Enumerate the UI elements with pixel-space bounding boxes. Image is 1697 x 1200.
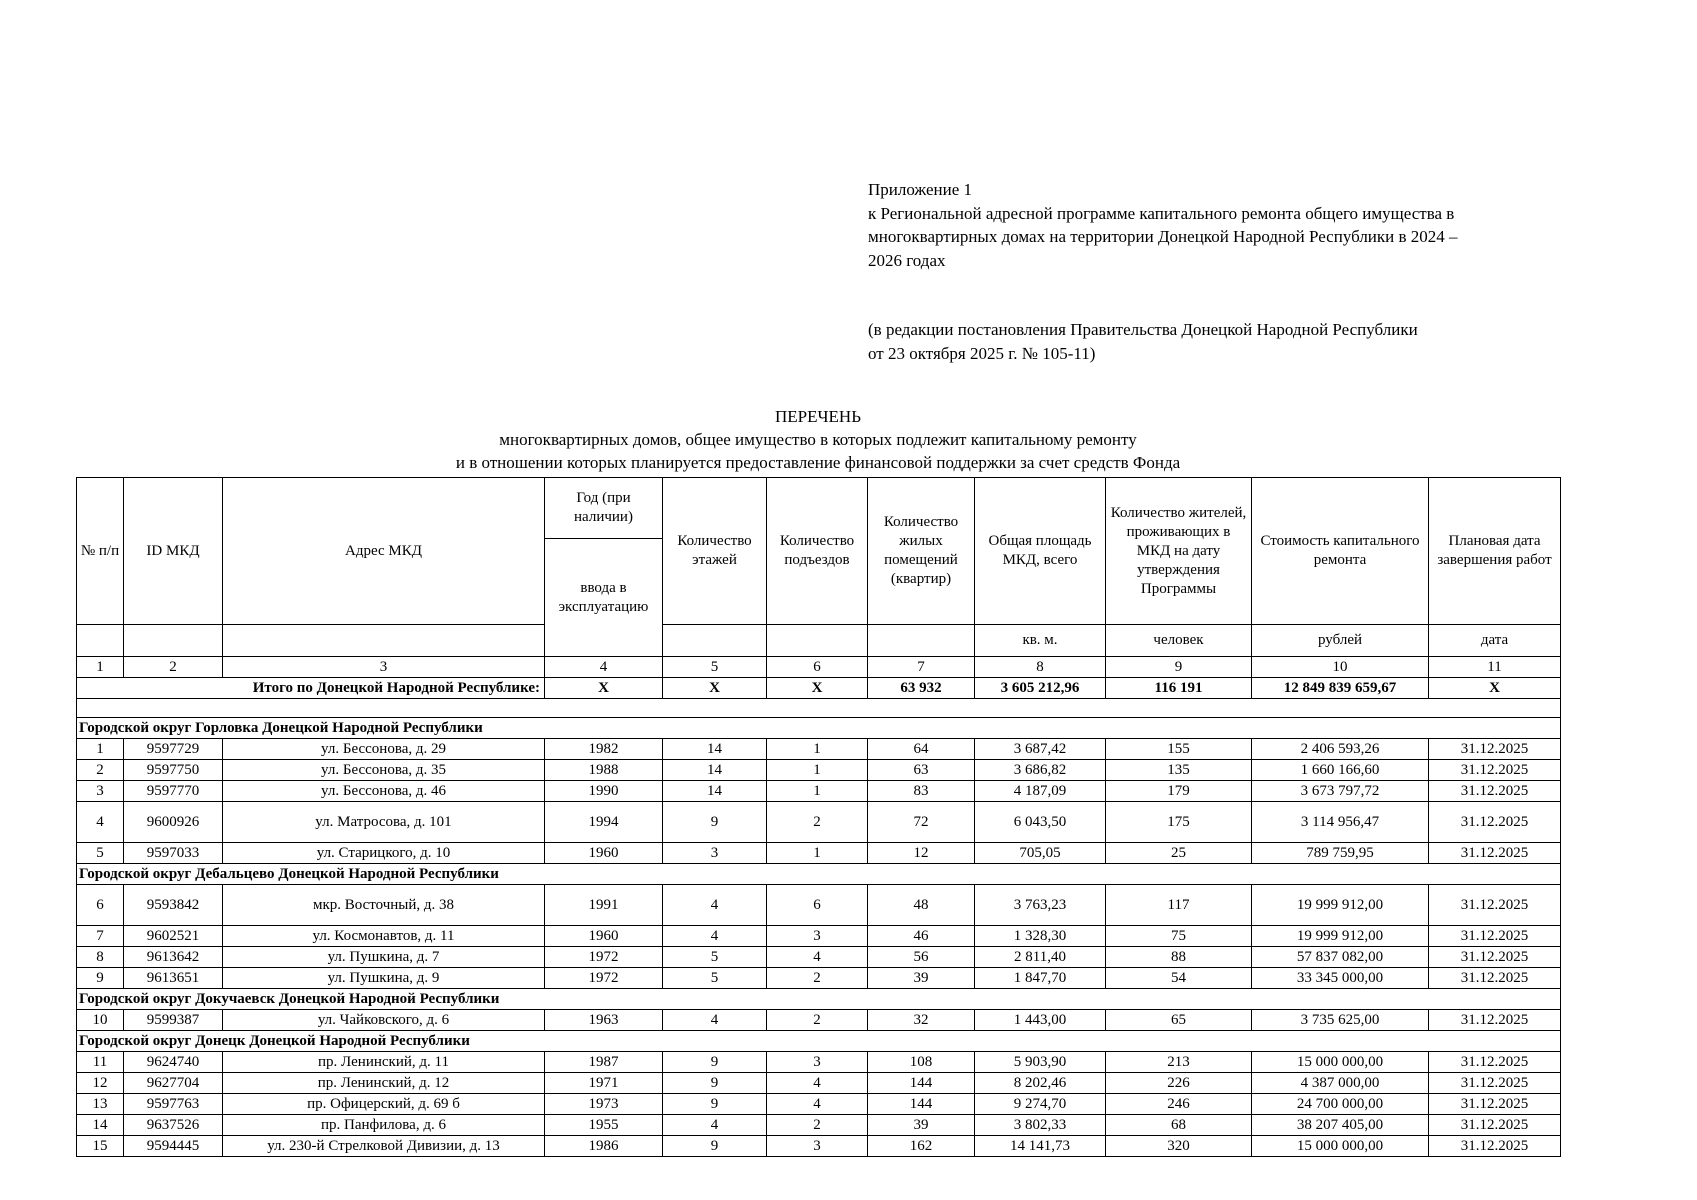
row-id: 9624740 — [124, 1052, 223, 1073]
column-number: 11 — [1429, 657, 1561, 678]
row-year: 1990 — [545, 781, 663, 802]
header-num: № п/п — [77, 478, 124, 625]
column-number: 9 — [1106, 657, 1252, 678]
row-id: 9594445 — [124, 1136, 223, 1157]
row-residents: 117 — [1106, 885, 1252, 926]
row-year: 1960 — [545, 926, 663, 947]
row-id: 9613651 — [124, 968, 223, 989]
header-area: Общая площадь МКД, всего — [975, 478, 1106, 625]
row-entrances: 1 — [767, 739, 868, 760]
row-cost: 15 000 000,00 — [1252, 1136, 1429, 1157]
row-entrances: 1 — [767, 843, 868, 864]
total-label: Итого по Донецкой Народной Республике: — [77, 678, 545, 699]
row-apartments: 64 — [868, 739, 975, 760]
row-residents: 320 — [1106, 1136, 1252, 1157]
row-id: 9627704 — [124, 1073, 223, 1094]
document-heading — [76, 405, 1560, 474]
row-apartments: 144 — [868, 1073, 975, 1094]
column-number: 8 — [975, 657, 1106, 678]
header-year-bottom: ввода в эксплуатацию — [545, 539, 663, 657]
row-id: 9597763 — [124, 1094, 223, 1115]
row-address: ул. Пушкина, д. 9 — [223, 968, 545, 989]
row-area: 9 274,70 — [975, 1094, 1106, 1115]
row-cost: 3 673 797,72 — [1252, 781, 1429, 802]
row-area: 8 202,46 — [975, 1073, 1106, 1094]
row-area: 6 043,50 — [975, 802, 1106, 843]
appendix-line: 2026 годах — [868, 250, 946, 270]
unit-date: дата — [1429, 625, 1561, 657]
row-floors: 5 — [663, 947, 767, 968]
group-row — [77, 718, 1561, 739]
total-area: 3 605 212,96 — [975, 678, 1106, 699]
row-floors: 14 — [663, 739, 767, 760]
header-blank — [868, 625, 975, 657]
header-cost: Стоимость капитального ремонта — [1252, 478, 1429, 625]
row-floors: 9 — [663, 1052, 767, 1073]
row-num: 11 — [77, 1052, 124, 1073]
row-residents: 54 — [1106, 968, 1252, 989]
row-floors: 14 — [663, 760, 767, 781]
row-id: 9637526 — [124, 1115, 223, 1136]
total-cost: 12 849 839 659,67 — [1252, 678, 1429, 699]
row-date: 31.12.2025 — [1429, 885, 1561, 926]
row-year: 1955 — [545, 1115, 663, 1136]
row-id: 9602521 — [124, 926, 223, 947]
header-year-top: Год (при наличии) — [545, 478, 663, 539]
row-cost: 1 660 166,60 — [1252, 760, 1429, 781]
row-cost: 38 207 405,00 — [1252, 1115, 1429, 1136]
total-apartments: 63 932 — [868, 678, 975, 699]
row-residents: 213 — [1106, 1052, 1252, 1073]
row-floors: 3 — [663, 843, 767, 864]
row-entrances: 2 — [767, 1115, 868, 1136]
row-address: мкр. Восточный, д. 38 — [223, 885, 545, 926]
row-area: 3 687,42 — [975, 739, 1106, 760]
header-blank — [77, 625, 124, 657]
table-row — [77, 1073, 1561, 1094]
row-address: ул. Бессонова, д. 29 — [223, 739, 545, 760]
unit-residents: человек — [1106, 625, 1252, 657]
row-entrances: 2 — [767, 1010, 868, 1031]
group-row — [77, 864, 1561, 885]
table-row — [77, 947, 1561, 968]
row-residents: 155 — [1106, 739, 1252, 760]
row-residents: 175 — [1106, 802, 1252, 843]
row-cost: 3 114 956,47 — [1252, 802, 1429, 843]
row-cost: 3 735 625,00 — [1252, 1010, 1429, 1031]
row-year: 1973 — [545, 1094, 663, 1115]
row-year: 1972 — [545, 947, 663, 968]
buildings-table — [76, 477, 1561, 1157]
row-id: 9597770 — [124, 781, 223, 802]
row-num: 8 — [77, 947, 124, 968]
row-date: 31.12.2025 — [1429, 781, 1561, 802]
row-year: 1971 — [545, 1073, 663, 1094]
row-id: 9599387 — [124, 1010, 223, 1031]
row-area: 705,05 — [975, 843, 1106, 864]
heading-line: многоквартирных домов, общее имущество в которых подлежит капитальному ремонту — [499, 430, 1137, 449]
header-residents: Количество жителей, проживающих в МКД на дату утверждения Программы — [1106, 478, 1252, 625]
row-entrances: 3 — [767, 1052, 868, 1073]
column-number: 3 — [223, 657, 545, 678]
table-row — [77, 1094, 1561, 1115]
edition-line: от 23 октября 2025 г. № 105-11) — [868, 343, 1096, 363]
row-apartments: 48 — [868, 885, 975, 926]
row-address: пр. Ленинский, д. 12 — [223, 1073, 545, 1094]
table-row — [77, 1010, 1561, 1031]
row-num: 1 — [77, 739, 124, 760]
spacer-row — [77, 699, 1561, 718]
row-address: ул. Бессонова, д. 35 — [223, 760, 545, 781]
row-address: пр. Панфилова, д. 6 — [223, 1115, 545, 1136]
row-apartments: 46 — [868, 926, 975, 947]
header-entrances: Количество подъездов — [767, 478, 868, 625]
row-floors: 9 — [663, 1073, 767, 1094]
row-cost: 57 837 082,00 — [1252, 947, 1429, 968]
heading-line: и в отношении которых планируется предоставление финансовой поддержки за счет средств Фонда — [455, 453, 1181, 472]
row-floors: 4 — [663, 926, 767, 947]
row-apartments: 162 — [868, 1136, 975, 1157]
row-address: ул. Пушкина, д. 7 — [223, 947, 545, 968]
row-cost: 19 999 912,00 — [1252, 885, 1429, 926]
group-name: Городской округ Дебальцево Донецкой Народной Республики — [77, 864, 1561, 885]
row-area: 3 686,82 — [975, 760, 1106, 781]
row-year: 1982 — [545, 739, 663, 760]
row-id: 9597033 — [124, 843, 223, 864]
row-area: 2 811,40 — [975, 947, 1106, 968]
row-address: ул. Матросова, д. 101 — [223, 802, 545, 843]
row-date: 31.12.2025 — [1429, 1136, 1561, 1157]
table-row — [77, 968, 1561, 989]
appendix-line: к Региональной адресной программе капитального ремонта общего имущества в — [868, 203, 1455, 223]
spacer-cell — [77, 699, 1561, 718]
row-address: ул. Космонавтов, д. 11 — [223, 926, 545, 947]
column-number: 4 — [545, 657, 663, 678]
row-num: 15 — [77, 1136, 124, 1157]
header-id: ID МКД — [124, 478, 223, 625]
total-year: X — [545, 678, 663, 699]
row-address: пр. Ленинский, д. 11 — [223, 1052, 545, 1073]
row-entrances: 3 — [767, 926, 868, 947]
row-cost: 4 387 000,00 — [1252, 1073, 1429, 1094]
table-row — [77, 926, 1561, 947]
group-row — [77, 989, 1561, 1010]
header-blank — [223, 625, 545, 657]
header-blank — [663, 625, 767, 657]
row-year: 1986 — [545, 1136, 663, 1157]
row-floors: 9 — [663, 802, 767, 843]
row-apartments: 72 — [868, 802, 975, 843]
row-address: ул. Старицкого, д. 10 — [223, 843, 545, 864]
table-row — [77, 739, 1561, 760]
row-year: 1963 — [545, 1010, 663, 1031]
row-year: 1972 — [545, 968, 663, 989]
row-apartments: 39 — [868, 1115, 975, 1136]
row-apartments: 56 — [868, 947, 975, 968]
row-cost: 19 999 912,00 — [1252, 926, 1429, 947]
appendix-note — [868, 178, 1568, 272]
row-address: ул. Чайковского, д. 6 — [223, 1010, 545, 1031]
row-entrances: 3 — [767, 1136, 868, 1157]
row-floors: 4 — [663, 1010, 767, 1031]
total-row — [77, 678, 1561, 699]
row-num: 10 — [77, 1010, 124, 1031]
row-cost: 2 406 593,26 — [1252, 739, 1429, 760]
row-num: 9 — [77, 968, 124, 989]
row-floors: 4 — [663, 1115, 767, 1136]
row-num: 2 — [77, 760, 124, 781]
row-num: 6 — [77, 885, 124, 926]
row-apartments: 32 — [868, 1010, 975, 1031]
row-apartments: 39 — [868, 968, 975, 989]
table-row — [77, 843, 1561, 864]
row-date: 31.12.2025 — [1429, 843, 1561, 864]
row-year: 1988 — [545, 760, 663, 781]
edition-note — [868, 318, 1568, 365]
total-residents: 116 191 — [1106, 678, 1252, 699]
table-body — [77, 657, 1561, 1157]
row-floors: 9 — [663, 1136, 767, 1157]
unit-area: кв. м. — [975, 625, 1106, 657]
row-entrances: 4 — [767, 1073, 868, 1094]
row-apartments: 63 — [868, 760, 975, 781]
row-residents: 246 — [1106, 1094, 1252, 1115]
row-address: пр. Офицерский, д. 69 б — [223, 1094, 545, 1115]
column-number: 2 — [124, 657, 223, 678]
header-date: Плановая дата завершения работ — [1429, 478, 1561, 625]
row-num: 3 — [77, 781, 124, 802]
row-cost: 15 000 000,00 — [1252, 1052, 1429, 1073]
total-date: X — [1429, 678, 1561, 699]
row-residents: 88 — [1106, 947, 1252, 968]
row-year: 1991 — [545, 885, 663, 926]
row-cost: 789 759,95 — [1252, 843, 1429, 864]
row-entrances: 2 — [767, 968, 868, 989]
row-apartments: 108 — [868, 1052, 975, 1073]
row-id: 9597729 — [124, 739, 223, 760]
row-floors: 14 — [663, 781, 767, 802]
row-area: 4 187,09 — [975, 781, 1106, 802]
heading-title: ПЕРЕЧЕНЬ — [775, 407, 861, 426]
row-num: 4 — [77, 802, 124, 843]
row-area: 1 328,30 — [975, 926, 1106, 947]
row-entrances: 1 — [767, 760, 868, 781]
edition-line: (в редакции постановления Правительства Донецкой Народной Республики — [868, 320, 1418, 339]
row-area: 14 141,73 — [975, 1136, 1106, 1157]
header-blank — [124, 625, 223, 657]
unit-cost: рублей — [1252, 625, 1429, 657]
row-date: 31.12.2025 — [1429, 1010, 1561, 1031]
row-num: 5 — [77, 843, 124, 864]
row-residents: 226 — [1106, 1073, 1252, 1094]
row-residents: 75 — [1106, 926, 1252, 947]
total-entrances: X — [767, 678, 868, 699]
header-floors: Количество этажей — [663, 478, 767, 625]
column-number: 5 — [663, 657, 767, 678]
row-floors: 5 — [663, 968, 767, 989]
row-apartments: 12 — [868, 843, 975, 864]
row-residents: 65 — [1106, 1010, 1252, 1031]
total-floors: X — [663, 678, 767, 699]
row-residents: 179 — [1106, 781, 1252, 802]
column-number: 10 — [1252, 657, 1429, 678]
row-cost: 24 700 000,00 — [1252, 1094, 1429, 1115]
column-number: 7 — [868, 657, 975, 678]
row-address: ул. 230-й Стрелковой Дивизии, д. 13 — [223, 1136, 545, 1157]
group-name: Городской округ Докучаевск Донецкой Народной Республики — [77, 989, 1561, 1010]
row-entrances: 4 — [767, 947, 868, 968]
column-numbers-row — [77, 657, 1561, 678]
row-date: 31.12.2025 — [1429, 760, 1561, 781]
row-area: 3 763,23 — [975, 885, 1106, 926]
row-floors: 4 — [663, 885, 767, 926]
row-date: 31.12.2025 — [1429, 739, 1561, 760]
row-date: 31.12.2025 — [1429, 947, 1561, 968]
column-number: 1 — [77, 657, 124, 678]
row-year: 1994 — [545, 802, 663, 843]
table-row — [77, 760, 1561, 781]
row-num: 14 — [77, 1115, 124, 1136]
column-number: 6 — [767, 657, 868, 678]
row-address: ул. Бессонова, д. 46 — [223, 781, 545, 802]
row-id: 9593842 — [124, 885, 223, 926]
row-id: 9600926 — [124, 802, 223, 843]
row-apartments: 83 — [868, 781, 975, 802]
row-id: 9613642 — [124, 947, 223, 968]
row-area: 1 443,00 — [975, 1010, 1106, 1031]
row-area: 1 847,70 — [975, 968, 1106, 989]
row-apartments: 144 — [868, 1094, 975, 1115]
row-date: 31.12.2025 — [1429, 802, 1561, 843]
table-row — [77, 781, 1561, 802]
group-name: Городской округ Донецк Донецкой Народной Республики — [77, 1031, 1561, 1052]
row-area: 5 903,90 — [975, 1052, 1106, 1073]
row-date: 31.12.2025 — [1429, 926, 1561, 947]
row-num: 7 — [77, 926, 124, 947]
appendix-line: Приложение 1 — [868, 180, 972, 199]
row-residents: 68 — [1106, 1115, 1252, 1136]
row-entrances: 2 — [767, 802, 868, 843]
group-name: Городской округ Горловка Донецкой Народной Республики — [77, 718, 1561, 739]
row-year: 1987 — [545, 1052, 663, 1073]
row-date: 31.12.2025 — [1429, 968, 1561, 989]
header-blank — [767, 625, 868, 657]
row-residents: 135 — [1106, 760, 1252, 781]
row-year: 1960 — [545, 843, 663, 864]
row-date: 31.12.2025 — [1429, 1073, 1561, 1094]
group-row — [77, 1031, 1561, 1052]
row-residents: 25 — [1106, 843, 1252, 864]
row-date: 31.12.2025 — [1429, 1052, 1561, 1073]
header-apartments: Количество жилых помещений (квартир) — [868, 478, 975, 625]
row-id: 9597750 — [124, 760, 223, 781]
row-date: 31.12.2025 — [1429, 1115, 1561, 1136]
row-cost: 33 345 000,00 — [1252, 968, 1429, 989]
row-num: 13 — [77, 1094, 124, 1115]
row-entrances: 4 — [767, 1094, 868, 1115]
table-row — [77, 1136, 1561, 1157]
table-row — [77, 885, 1561, 926]
table-row — [77, 1052, 1561, 1073]
row-num: 12 — [77, 1073, 124, 1094]
row-date: 31.12.2025 — [1429, 1094, 1561, 1115]
row-entrances: 6 — [767, 885, 868, 926]
table-row — [77, 1115, 1561, 1136]
header-address: Адрес МКД — [223, 478, 545, 625]
table-row — [77, 802, 1561, 843]
row-entrances: 1 — [767, 781, 868, 802]
appendix-line: многоквартирных домах на территории Донецкой Народной Республики в 2024 – — [868, 227, 1458, 246]
row-area: 3 802,33 — [975, 1115, 1106, 1136]
row-floors: 9 — [663, 1094, 767, 1115]
